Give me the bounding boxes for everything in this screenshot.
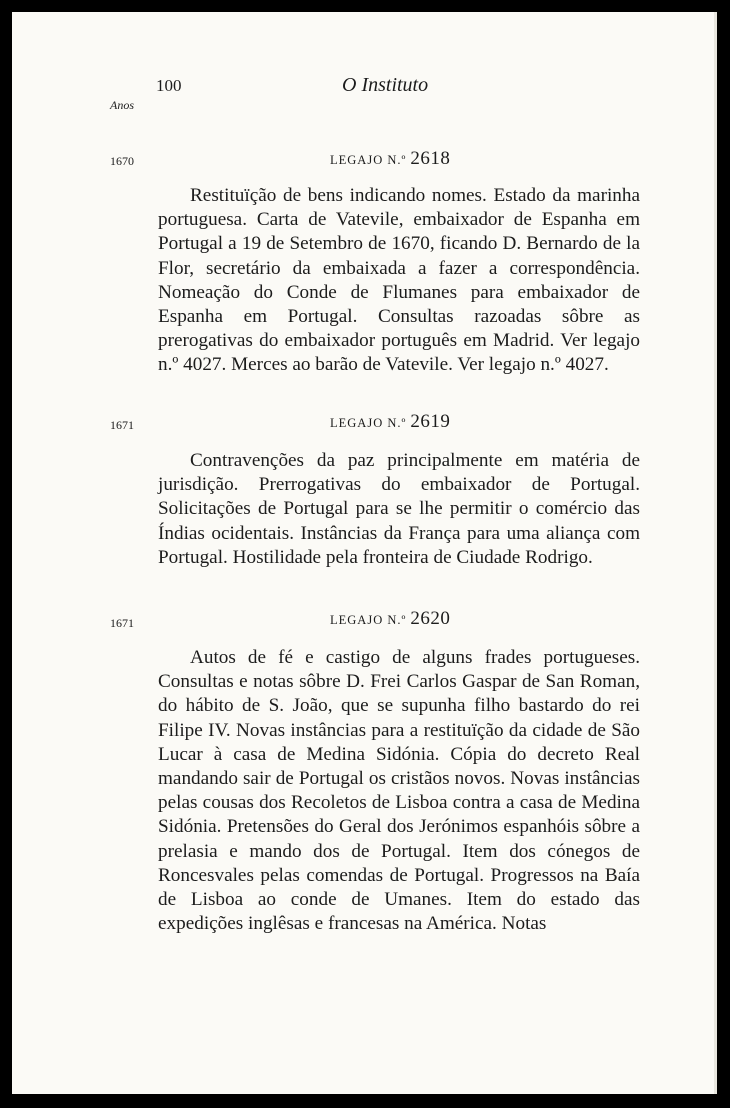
legajo-label: LEGAJO N.º [330, 416, 407, 430]
entry-text: Autos de fé e castigo de alguns frades portugueses. Consultas e notas sôbre D. Frei Carlos Gaspar de San Roman, do hábito de S. João, que se supunha filho bastardo do rei Filipe IV. Novas instâncias para a restituïção da cidade de São Lucar à casa de Medina Sidónia. Cópia do decreto Real mandando sair de Portugal os cristãos novos. Novas instâncias pelas cousas dos Recoletos de Lisboa contra a casa de Medina Sidónia. Pretensões do Geral dos Jerónimos espanhóis sôbre a prelasia e mando dos de Portugal. Item dos cónegos de Roncesvales pelas comendas de Portugal. Progressos na Baía de Lisboa ao conde de Umanes. Item do estado das expedições inglêsas e francesas na América. Notas [158, 647, 640, 935]
legajo-label: LEGAJO N.º [330, 153, 407, 167]
entry-year: 1671 [110, 418, 134, 432]
entry-text: Restituïção de bens indicando nomes. Estado da marinha portuguesa. Carta de Vatevile, embaixador de Espanha em Portugal a 19 de Setembro de 1670, ficando D. Bernardo de la Flor, secretário da embaixada a fazer a correspondência. Nomeação do Conde de Flumanes para embaixador de Espanha em Portugal. Consultas razoadas sôbre as prerogativas do embaixador português em Madrid. Ver legajo n.º 4027. Merces ao barão de Vatevile. Ver legajo n.º 4027. [158, 185, 640, 376]
legajo-number: 2620 [410, 608, 451, 629]
entry-year: 1671 [110, 616, 134, 630]
margin-label-years: Anos [110, 98, 134, 112]
entry-year: 1670 [110, 154, 134, 168]
legajo-heading [330, 148, 450, 170]
legajo-label: LEGAJO N.º [330, 613, 407, 627]
entry-paragraph [158, 449, 640, 570]
page-number: 100 [156, 76, 182, 95]
running-title: O Instituto [342, 74, 429, 96]
book-page [12, 12, 717, 1094]
entry-text: Contravenções da paz principalmente em matéria de jurisdição. Prerrogativas do embaixador de Portugal. Solicitações de Portugal para se lhe permitir o comércio das Índias ocidentais. Instâncias da França para uma aliança com Portugal. Hostilidade pela fronteira de Ciudade Rodrigo. [158, 450, 640, 568]
entry-paragraph [158, 646, 640, 936]
legajo-heading [330, 411, 450, 433]
legajo-heading [330, 608, 450, 630]
legajo-number: 2618 [410, 148, 451, 169]
entry-paragraph [158, 184, 640, 378]
legajo-number: 2619 [410, 411, 451, 432]
